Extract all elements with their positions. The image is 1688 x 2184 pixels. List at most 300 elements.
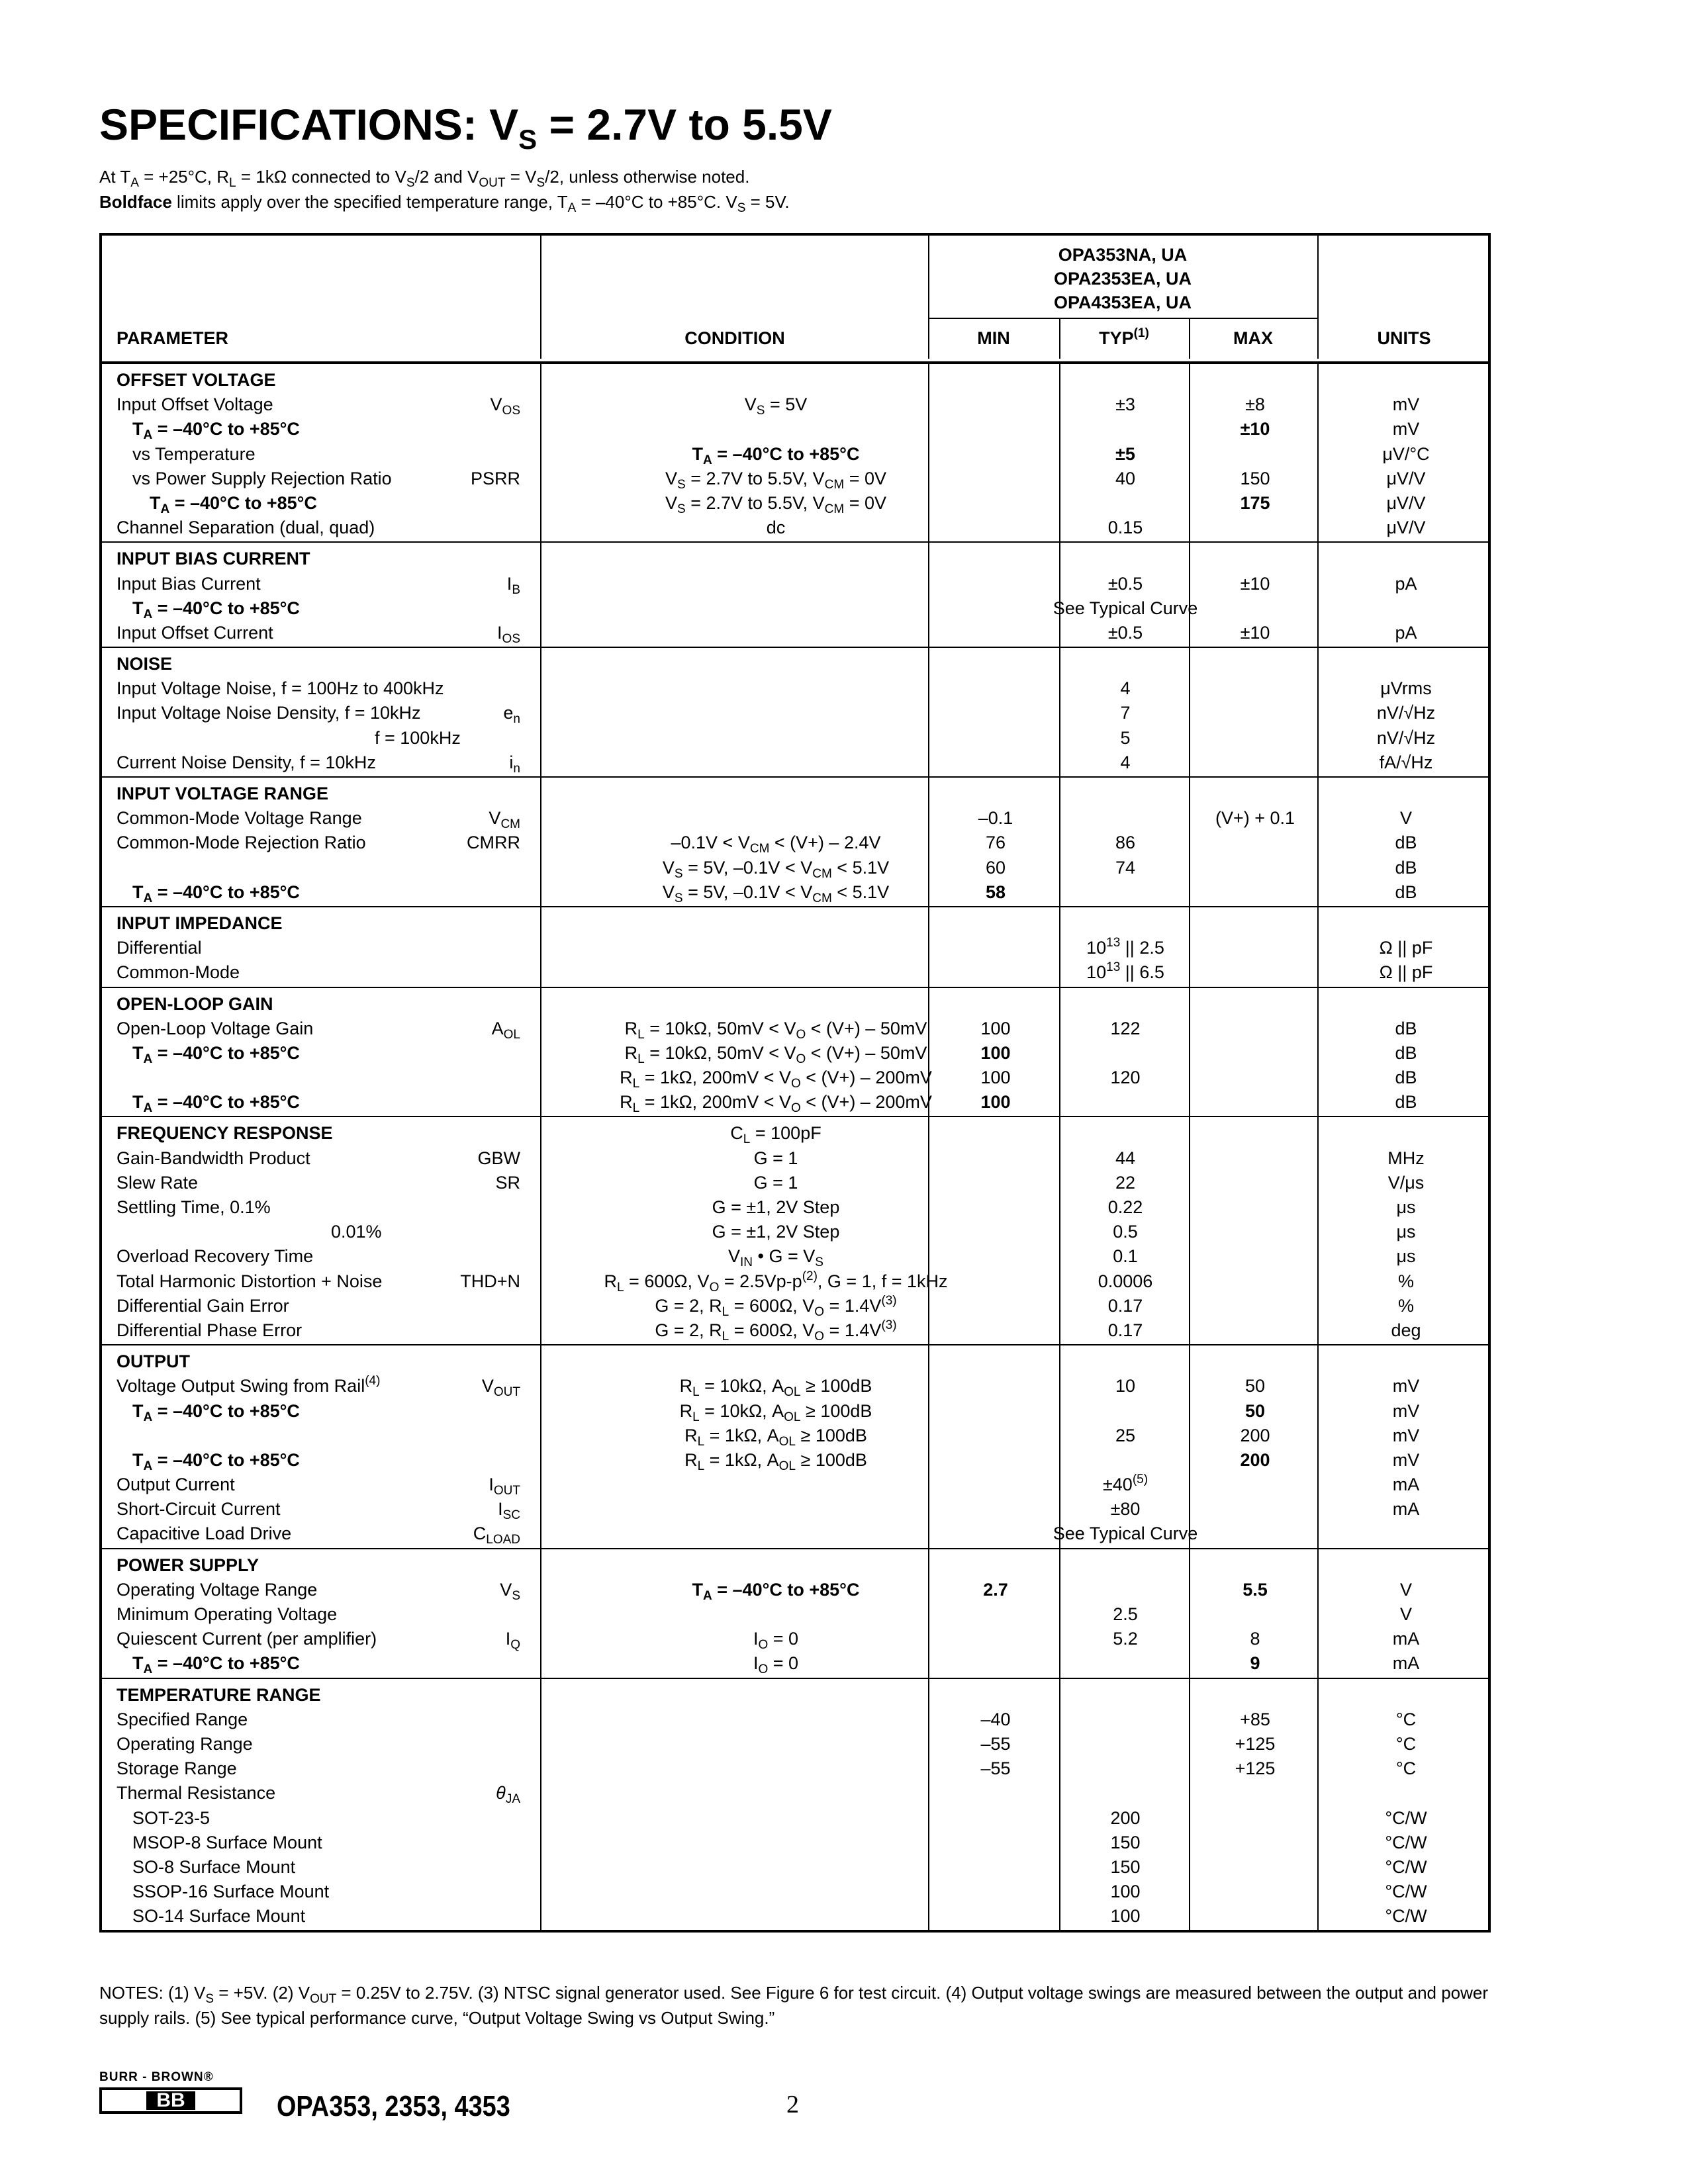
typ-cell: ±80 (1110, 1499, 1141, 1520)
table-row (102, 596, 1488, 621)
symbol-cell: $e_n$ (503, 703, 520, 727)
typ-cell: 0.15 (1107, 518, 1143, 538)
units-cell: % (1397, 1295, 1414, 1316)
table-row (102, 1732, 1488, 1756)
units-cell: mA (1392, 1499, 1420, 1520)
parameter-cell: Current Noise Density, f = 10kHz (117, 752, 376, 772)
condition-cell: G = 2, $R_L = 600\Omega$, $V_O = 1.4V^{(3)}$ (655, 1293, 897, 1319)
max-cell: ±8 (1245, 394, 1265, 415)
typ-cell: 2.5 (1113, 1604, 1138, 1624)
max-cell: 50 (1244, 1400, 1266, 1421)
parameter-cell: Input Offset Current (117, 622, 273, 643)
condition-cell: $R_L = 10k\Omega$, $50mV < V_O < (V+) - 50mV$ (624, 1018, 927, 1042)
typ-cell: ±0.5 (1107, 573, 1143, 594)
typ-cell: $10^{13}$ || 2.5 (1086, 936, 1164, 958)
typ-cell: ±3 (1115, 394, 1135, 415)
units-cell: dB (1395, 1092, 1417, 1113)
section-title: INPUT BIAS CURRENT (117, 549, 310, 569)
units-cell: V (1399, 1604, 1412, 1624)
typ-cell: See Typical Curve (1053, 1524, 1198, 1544)
parameter-cell: Total Harmonic Distortion + Noise (117, 1271, 383, 1291)
parameter-cell: vs Temperature (132, 443, 256, 464)
condition-cell: $-0.1V < V_{CM} < (V+) - 2.4V$ (671, 833, 881, 856)
typ-cell: 150 (1110, 1832, 1141, 1852)
condition-cell: G = 1 (753, 1172, 798, 1193)
parameter-cell: Differential (117, 938, 202, 958)
parameter-cell: Differential Phase Error (117, 1320, 303, 1340)
typ-cell: $\pm 40^{(5)}$ (1102, 1473, 1149, 1495)
symbol-cell: $\theta_{JA}$ (496, 1783, 520, 1807)
condition-cell: $V_S = 5V$, $-0.1V < V_{CM} < 5.1V$ (662, 857, 890, 881)
parameter-cell: SSOP-16 Surface Mount (132, 1882, 330, 1902)
min-cell: 58 (985, 882, 1006, 902)
table-row (102, 417, 1488, 441)
typ-cell: 150 (1110, 1856, 1141, 1877)
parameter-cell: Settling Time, 0.1% (117, 1197, 271, 1217)
max-cell: +85 (1240, 1709, 1270, 1729)
table-row (102, 572, 1488, 596)
section-input-voltage-range (102, 778, 1488, 907)
part-number-2: OPA2353EA, UA (1053, 269, 1192, 289)
table-row (102, 516, 1488, 540)
parameter-cell: $T_A = -40^\circ C$ to +85°C (132, 1653, 300, 1677)
typ-cell: 86 (1115, 833, 1136, 853)
max-cell: 175 (1240, 492, 1270, 513)
min-cell: –55 (980, 1733, 1011, 1754)
section-title: NOISE (117, 654, 173, 674)
condition-cell: G = 2, $R_L = 600\Omega$, $V_O = 1.4V^{(3)}$ (655, 1318, 897, 1343)
max-cell: ±10 (1240, 419, 1270, 439)
section-power-supply (102, 1549, 1488, 1679)
typ-cell: 0.0006 (1098, 1271, 1153, 1291)
max-cell: +125 (1235, 1733, 1276, 1754)
section-temperature-range (102, 1679, 1488, 1931)
units-cell: Ω || pF (1379, 938, 1433, 958)
units-cell: °C/W (1385, 1807, 1427, 1828)
table-row (102, 1374, 1488, 1398)
units-cell: mV (1392, 1400, 1420, 1421)
typ-cell: 0.1 (1113, 1246, 1138, 1267)
logo-wordmark: BURR - BROWN® (99, 2070, 214, 2084)
table-row (102, 1855, 1488, 1880)
table-row (102, 676, 1488, 701)
max-cell: 8 (1250, 1629, 1260, 1649)
condition-cell: $R_L = 600\Omega$, $V_O = 2.5Vp-p^{(2)}$, G = 1, f = 1kHz (604, 1269, 948, 1295)
parameter-cell: SO-8 Surface Mount (132, 1856, 296, 1877)
parameter-cell: Operating Range (117, 1733, 253, 1754)
units-cell: °C/W (1385, 1906, 1427, 1927)
symbol-cell: THD+N (460, 1271, 520, 1291)
parameter-cell: Common-Mode Voltage Range (117, 808, 362, 829)
units-cell: μV/V (1386, 468, 1426, 488)
typ-cell: 100 (1110, 1906, 1141, 1927)
parameter-cell: $T_A = -40^\circ C$ to +85°C (132, 1449, 300, 1473)
table-row (102, 1090, 1488, 1115)
table-row (102, 1318, 1488, 1343)
parameter-cell: Storage Range (117, 1758, 237, 1779)
table-row (102, 831, 1488, 855)
typ-cell: 200 (1110, 1807, 1141, 1828)
condition-cell: $R_L = 1k\Omega$, $A_{OL} \ge 100dB$ (684, 1425, 867, 1449)
units-cell: mV (1392, 419, 1420, 439)
header-typ: TYP$^{(1)}$ (1099, 326, 1149, 348)
units-cell: °C/W (1385, 1832, 1427, 1852)
section-noise (102, 648, 1488, 778)
typ-cell: 0.17 (1107, 1295, 1143, 1316)
parameter-cell: $T_A = -40^\circ C$ to +85°C (132, 1092, 300, 1116)
typ-cell: 0.22 (1107, 1197, 1143, 1217)
table-row (102, 1171, 1488, 1195)
table-row (102, 1041, 1488, 1066)
condition-cell: $V_S = 5V$ (744, 394, 808, 418)
section-title: POWER SUPPLY (117, 1555, 259, 1575)
section-title: INPUT VOLTAGE RANGE (117, 784, 329, 803)
table-row (102, 1707, 1488, 1732)
header-max: MAX (1233, 328, 1273, 348)
units-cell: mV (1392, 1449, 1420, 1470)
units-cell: mV (1392, 1376, 1420, 1396)
typ-cell: 4 (1120, 678, 1131, 699)
condition-cell: $V_S = 5V$, $-0.1V < V_{CM} < 5.1V$ (662, 882, 890, 905)
test-conditions: At $T_A = +25^\circ C$, $R_L = 1k\Omega$ connected to $V_S/2$ and $V_{OUT} = V_S/2$, unless otherwise noted. (99, 167, 750, 190)
parameter-cell: Short-Circuit Current (117, 1499, 281, 1520)
table-row (102, 392, 1488, 417)
condition-cell: $T_A = -40^\circ C$ to +85°C (692, 443, 860, 467)
section-input-bias-current (102, 543, 1488, 648)
condition-cell: $R_L = 1k\Omega$, $200mV < V_O < (V+) - 200mV$ (620, 1092, 932, 1116)
parameter-cell: Minimum Operating Voltage (117, 1604, 338, 1624)
max-cell: 200 (1240, 1449, 1270, 1470)
parameter-cell: $T_A = -40^\circ C$ to +85°C (150, 492, 317, 516)
header-parameter: PARAMETER (117, 328, 229, 348)
condition-cell: $T_A = -40^\circ C$ to +85°C (692, 1579, 860, 1603)
typ-cell: $10^{13}$ || 6.5 (1086, 960, 1164, 983)
typ-cell: 10 (1115, 1376, 1136, 1396)
units-cell: V/μs (1387, 1172, 1425, 1193)
typ-cell: 22 (1115, 1172, 1136, 1193)
condition-cell: $R_L = 1k\Omega$, $A_{OL} \ge 100dB$ (684, 1449, 867, 1473)
units-cell: μV/V (1386, 492, 1426, 513)
header-condition: CONDITION (684, 328, 785, 348)
max-cell: (V+) + 0.1 (1215, 808, 1295, 829)
max-cell: 200 (1240, 1425, 1270, 1445)
parameter-cell: $T_A = -40^\circ C$ to +85°C (132, 598, 300, 621)
parameter-cell: $T_A = -40^\circ C$ to +85°C (132, 419, 300, 443)
table-row (102, 1146, 1488, 1171)
parameter-cell: vs Power Supply Rejection Ratio (132, 468, 392, 488)
condition-cell: G = 1 (753, 1148, 798, 1168)
symbol-cell: $V_{OUT}$ (481, 1376, 520, 1400)
section-output (102, 1345, 1488, 1549)
min-cell: 60 (985, 857, 1006, 878)
parameter-cell: Capacitive Load Drive (117, 1524, 292, 1544)
symbol-cell: $V_{OS}$ (490, 394, 520, 418)
table-row (102, 1017, 1488, 1041)
condition-cell: $I_O = 0$ (753, 1653, 799, 1677)
max-cell: ±10 (1240, 622, 1270, 643)
min-cell: –40 (980, 1709, 1011, 1729)
parameter-cell: Open-Loop Voltage Gain (117, 1018, 314, 1038)
units-cell: pA (1395, 622, 1417, 643)
typ-cell: ±0.5 (1107, 622, 1143, 643)
condition-cell: dc (766, 518, 786, 538)
section-offset-voltage (102, 364, 1488, 543)
min-cell: 2.7 (983, 1579, 1008, 1600)
units-cell: Ω || pF (1379, 962, 1433, 983)
table-row (102, 1522, 1488, 1546)
table-row (102, 751, 1488, 775)
symbol-cell: $C_{LOAD}$ (473, 1524, 520, 1547)
page-title: SPECIFICATIONS: $V_S = 2.7V$ to 5.5V (99, 100, 832, 155)
units-cell: dB (1395, 882, 1417, 902)
parameter-cell: SOT-23-5 (132, 1807, 211, 1828)
table-row (102, 1424, 1488, 1448)
typ-cell: 25 (1115, 1425, 1136, 1445)
units-cell: μs (1396, 1197, 1416, 1217)
burr-brown-logo (99, 2070, 245, 2116)
units-cell: μVrms (1380, 678, 1432, 699)
units-cell: % (1397, 1271, 1414, 1291)
footer-part-numbers: OPA353, 2353, 4353 (277, 2090, 510, 2122)
parameter-cell: Output Current (117, 1475, 235, 1495)
table-row (102, 621, 1488, 645)
condition-cell: $I_O = 0$ (753, 1629, 799, 1653)
units-cell: MHz (1387, 1148, 1425, 1168)
part-number-1: OPA353NA, UA (1058, 245, 1188, 265)
units-cell: mV (1392, 1425, 1420, 1445)
table-row (102, 960, 1488, 985)
typ-cell: 4 (1120, 752, 1131, 772)
table-row (102, 806, 1488, 831)
units-cell: °C (1395, 1709, 1417, 1729)
typ-cell: 0.5 (1113, 1222, 1138, 1242)
units-cell: μs (1396, 1246, 1416, 1267)
table-row (102, 726, 1488, 751)
typ-cell: 5.2 (1113, 1629, 1138, 1649)
max-cell: +125 (1235, 1758, 1276, 1779)
max-cell: 5.5 (1243, 1579, 1268, 1600)
table-row (102, 1831, 1488, 1855)
section-frequency-response (102, 1117, 1488, 1345)
table-row (102, 1497, 1488, 1522)
section-title: TEMPERATURE RANGE (117, 1684, 321, 1705)
min-cell: 100 (980, 1042, 1011, 1063)
condition-cell: $R_L = 10k\Omega$, $A_{OL} \ge 100dB$ (679, 1400, 872, 1424)
parameter-cell: Input Offset Voltage (117, 394, 273, 415)
units-cell: deg (1391, 1320, 1421, 1340)
condition-cell: $V_{IN}$ • $G = V_S$ (728, 1246, 823, 1270)
parameter-cell: Input Voltage Noise Density, f = 10kHz (117, 703, 421, 723)
parameter-cell: Gain-Bandwidth Product (117, 1148, 310, 1168)
table-header (102, 236, 1488, 364)
table-row (102, 936, 1488, 960)
table-row (102, 1602, 1488, 1627)
typ-cell: 74 (1115, 857, 1136, 878)
parameter-cell: Input Voltage Noise, f = 100Hz to 400kHz (117, 678, 444, 699)
units-cell: dB (1395, 833, 1417, 853)
section-title: OPEN-LOOP GAIN (117, 993, 273, 1014)
table-row (102, 1220, 1488, 1244)
table-row (102, 1904, 1488, 1929)
units-cell: °C/W (1385, 1882, 1427, 1902)
condition-cell: $R_L = 10k\Omega$, $50mV < V_O < (V+) - 50mV$ (624, 1042, 927, 1066)
max-cell: 9 (1250, 1653, 1260, 1674)
header-min: MIN (977, 328, 1010, 348)
typ-cell: 122 (1110, 1018, 1141, 1038)
parameter-cell: Slew Rate (117, 1172, 199, 1193)
parameter-cell: $T_A = -40^\circ C$ to +85°C (132, 882, 300, 905)
table-row (102, 856, 1488, 880)
units-cell: dB (1395, 857, 1417, 878)
typ-cell: 44 (1115, 1148, 1136, 1168)
units-cell: mA (1392, 1653, 1420, 1674)
section-condition: $C_L = 100pF$ (730, 1123, 821, 1147)
section-input-impedance (102, 907, 1488, 988)
table-row (102, 1806, 1488, 1831)
parameter-cell: Operating Voltage Range (117, 1579, 318, 1600)
symbol-cell: $I_{SC}$ (498, 1499, 520, 1523)
units-cell: V (1399, 1579, 1412, 1600)
symbol-cell: $I_{OS}$ (497, 622, 520, 646)
max-cell: 150 (1240, 468, 1270, 488)
condition-cell: G = ±1, 2V Step (712, 1197, 840, 1217)
parameter-cell: $T_A = -40^\circ C$ to +85°C (132, 1042, 300, 1066)
table-row (102, 1578, 1488, 1602)
part-number-3: OPA4353EA, UA (1053, 293, 1192, 312)
table-row (102, 442, 1488, 467)
parameter-cell: Voltage Output Swing from Rail$^{(4)}$ (117, 1374, 381, 1396)
table-row (102, 467, 1488, 491)
table-row (102, 1066, 1488, 1090)
typ-cell: 120 (1110, 1068, 1141, 1088)
notes: NOTES: (1) $V_S = +5V$. (2) $V_{OUT} = 0.25V$ to 2.75V. (3) NTSC signal generator used. See Figure 6 for test circuit. (4) Output voltage swings are measured between the output and power supply rails. (5) See typical performance curve, “Output Voltage Swing vs Output Swing.” (99, 1983, 1489, 2028)
table-row (102, 491, 1488, 516)
table-row (102, 1195, 1488, 1220)
table-row (102, 1756, 1488, 1781)
units-cell: nV/√Hz (1376, 703, 1436, 723)
condition-cell: $V_S = 2.7V$ to 5.5V, $V_{CM} = 0V$ (665, 468, 886, 492)
symbol-cell: CMRR (467, 833, 520, 853)
table-row (102, 1781, 1488, 1805)
units-cell: dB (1395, 1068, 1417, 1088)
condition-cell: $V_S = 2.7V$ to 5.5V, $V_{CM} = 0V$ (665, 492, 886, 516)
header-units: UNITS (1377, 328, 1431, 348)
units-cell: mA (1392, 1475, 1420, 1495)
parameter-cell: Common-Mode (117, 962, 240, 983)
parameter-cell: Common-Mode Rejection Ratio (117, 833, 366, 853)
parameter-cell: Differential Gain Error (117, 1295, 289, 1316)
parameter-cell: f = 100kHz (375, 727, 461, 748)
parameter-cell: Input Bias Current (117, 573, 261, 594)
units-cell: nV/√Hz (1376, 727, 1436, 748)
units-cell: μV/°C (1382, 443, 1430, 464)
min-cell: –55 (980, 1758, 1011, 1779)
specifications-table (99, 233, 1491, 1933)
units-cell: dB (1395, 1042, 1417, 1063)
units-cell: pA (1395, 573, 1417, 594)
symbol-cell: $V_S$ (500, 1579, 520, 1603)
table-row (102, 701, 1488, 725)
section-title: OFFSET VOLTAGE (117, 370, 276, 390)
parameter-cell: Specified Range (117, 1709, 248, 1729)
symbol-cell: $I_{OUT}$ (489, 1475, 520, 1498)
max-cell: 50 (1244, 1376, 1266, 1396)
min-cell: –0.1 (978, 808, 1013, 829)
table-row (102, 1627, 1488, 1651)
table-row (102, 1880, 1488, 1904)
symbol-cell: $A_{OL}$ (491, 1018, 520, 1042)
typ-cell: 7 (1120, 703, 1131, 723)
condition-cell: $R_L = 10k\Omega$, $A_{OL} \ge 100dB$ (679, 1376, 872, 1400)
typ-cell: ±5 (1115, 443, 1135, 464)
units-cell: mA (1392, 1629, 1420, 1649)
symbol-cell: $i_n$ (509, 752, 520, 776)
parameter-cell: SO-14 Surface Mount (132, 1906, 306, 1927)
max-cell: ±10 (1240, 573, 1270, 594)
parameter-cell: Overload Recovery Time (117, 1246, 314, 1267)
min-cell: 100 (980, 1018, 1011, 1038)
section-title: INPUT IMPEDANCE (117, 913, 283, 933)
table-body (102, 364, 1488, 1930)
condition-cell: $R_L = 1k\Omega$, $200mV < V_O < (V+) - 200mV$ (620, 1068, 932, 1091)
parameter-cell: MSOP-8 Surface Mount (132, 1832, 322, 1852)
symbol-cell: $I_Q$ (505, 1629, 520, 1653)
symbol-cell: SR (495, 1172, 520, 1193)
typ-cell: 100 (1110, 1882, 1141, 1902)
units-cell: μV/V (1386, 518, 1426, 538)
table-row (102, 880, 1488, 905)
section-title: OUTPUT (117, 1351, 190, 1372)
table-row (102, 1651, 1488, 1676)
typ-cell: See Typical Curve (1053, 598, 1198, 618)
symbol-cell: PSRR (470, 468, 520, 488)
units-cell: mV (1392, 394, 1420, 415)
boldface-note: Boldface limits apply over the specified temperature range, $T_A = -40^\circ C$ to +85°C. $V_S = 5V$. (99, 192, 790, 215)
units-cell: μs (1396, 1222, 1416, 1242)
symbol-cell: GBW (477, 1148, 520, 1168)
table-row (102, 1244, 1488, 1269)
table-row (102, 1294, 1488, 1318)
units-cell: V (1399, 808, 1412, 829)
typ-cell: 5 (1120, 727, 1131, 748)
parameter-cell: Channel Separation (dual, quad) (117, 518, 375, 538)
page-number: 2 (786, 2091, 799, 2118)
parameter-cell: Thermal Resistance (117, 1783, 276, 1803)
table-row (102, 1399, 1488, 1424)
symbol-cell: $I_B$ (506, 573, 520, 597)
section-open-loop-gain (102, 988, 1488, 1118)
min-cell: 100 (980, 1092, 1011, 1113)
min-cell: 76 (985, 833, 1006, 853)
parameter-cell: 0.01% (331, 1222, 382, 1242)
typ-cell: 0.17 (1107, 1320, 1143, 1340)
condition-cell: G = ±1, 2V Step (712, 1222, 840, 1242)
parameter-cell: $T_A = -40^\circ C$ to +85°C (132, 1400, 300, 1424)
units-cell: °C/W (1385, 1856, 1427, 1877)
min-cell: 100 (980, 1068, 1011, 1088)
bb-logo-icon: BB (99, 2087, 242, 2114)
units-cell: dB (1395, 1018, 1417, 1038)
units-cell: fA/√Hz (1379, 752, 1433, 772)
symbol-cell: $V_{CM}$ (489, 808, 520, 832)
parameter-cell: Quiescent Current (per amplifier) (117, 1629, 377, 1649)
table-row (102, 1269, 1488, 1294)
table-row (102, 1473, 1488, 1497)
typ-cell: 40 (1115, 468, 1136, 488)
table-row (102, 1448, 1488, 1473)
units-cell: °C (1395, 1733, 1417, 1754)
units-cell: °C (1395, 1758, 1417, 1779)
